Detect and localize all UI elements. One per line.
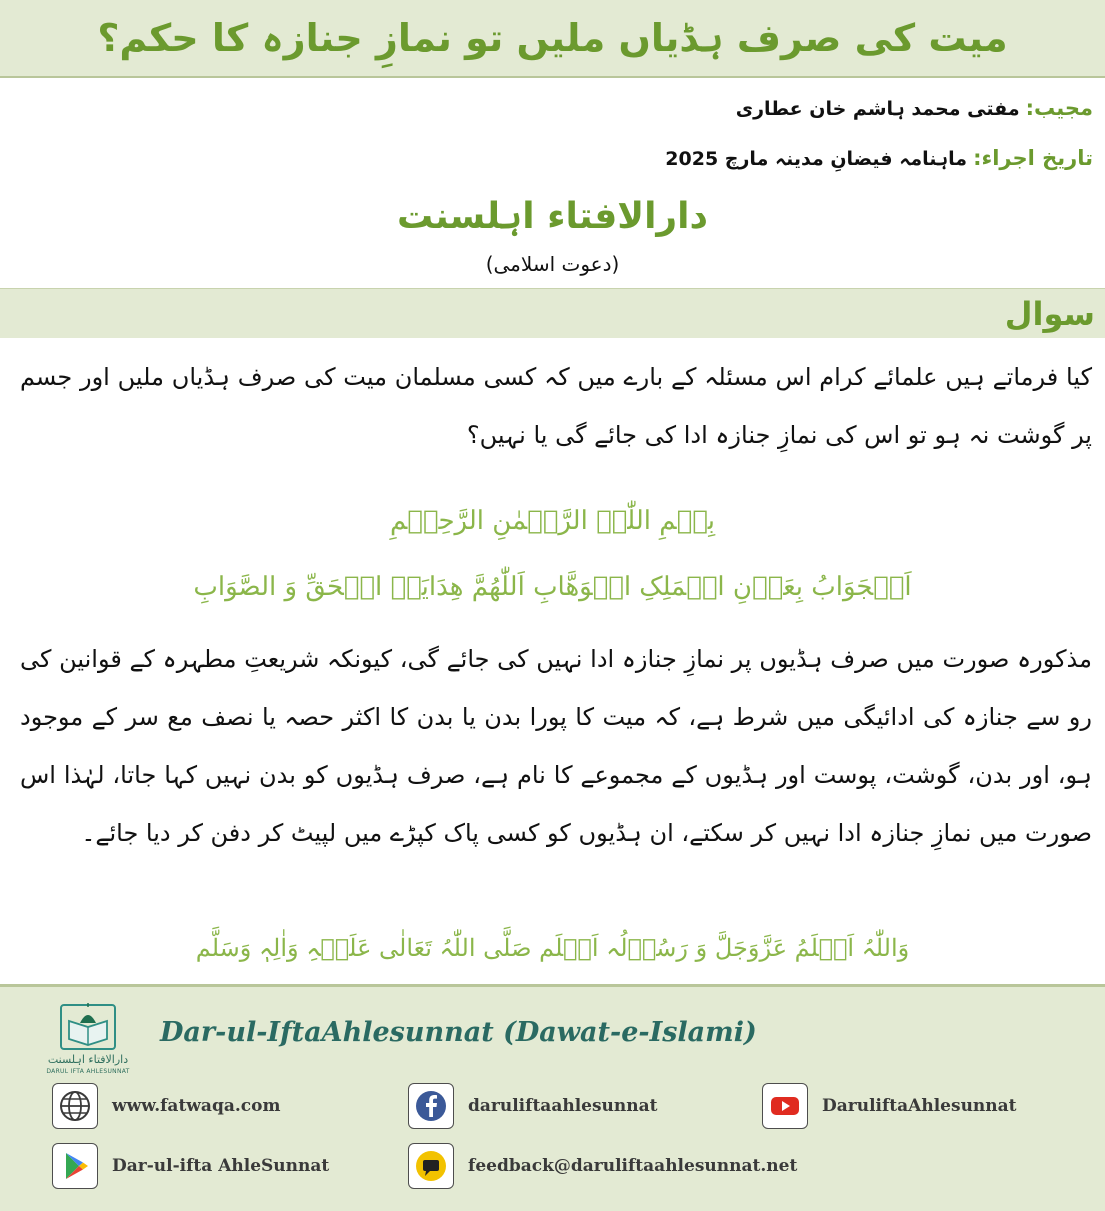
title-bar [0,0,1105,78]
feedback-label: feedback@daruliftaahlesunnat.net [468,1156,798,1176]
answer-text: مذکورہ صورت میں صرف ہڈیوں پر نمازِ جنازہ ادا نہیں کی جائے گی، کیونکہ شریعتِ مطہرہ کے قوانین کی رو سے جنازہ کی ادائیگی میں شرط ہے، کہ میت کا پورا بدن یا بدن کا اکثر حصہ یا نصف مع سر کے موجود ہو، اور بدن، گوشت، پوست اور ہڈیوں کے مجموعے کا نام ہے، صرف ہڈیوں کو بدن نہیں کہا جاتا، لہٰذا اس صورت میں نمازِ جنازہ ادا نہیں کر سکتے، ان ہڈیوں کو کسی پاک کپڑے میں لپیٹ کر دفن کر دیا جائے۔ [20,645,1092,847]
logo-text: دارالافتاء اہلسنت [47,1053,129,1066]
date-value: ماہنامہ فیضانِ مدینہ مارچ 2025 [665,148,968,170]
question-heading: سوال [1004,294,1095,333]
logo [38,1001,138,1087]
date-label: تاریخ اجراء: [973,146,1093,170]
closing-line: وَاللّٰہُ اَعۡلَمُ عَزَّوَجَلَّ وَ رَسُوۡلُہ اَعۡلَم صَلَّی اللّٰہُ تَعَالٰی عَلَیۡہِ وَاٰلِہٖ وَسَلَّم [195,934,910,962]
mujeeb-line [736,96,1093,120]
website-label: www.fatwaqa.com [112,1096,281,1116]
youtube-label: DaruliftaAhlesunnat [822,1096,1017,1116]
logo-caption: DARUL IFTA AHLESUNNAT [46,1068,130,1075]
org-name: دارالافتاء اہلسنت [397,196,708,237]
mujeeb-value: مفتی محمد ہاشم خان عطاری [735,98,1020,120]
answer-opening: اَلۡجَوَابُ بِعَوۡنِ الۡمَلِکِ الۡوَھَّابِ اَللّٰھُمَّ ھِدَایَۃَ الۡحَقِّ وَ الصَّوَابِ [193,572,912,602]
bismillah: بِسۡمِ اللّٰہِ الرَّحۡمٰنِ الرَّحِیۡمِ [389,506,716,536]
facebook-icon [408,1083,454,1129]
footer [0,984,1105,1211]
feedback-link[interactable] [408,1143,797,1189]
book-dome-logo-icon [57,1001,119,1053]
org-subtitle: (دعوت اسلامی) [485,252,620,276]
page-title: میت کی صرف ہڈیاں ملیں تو نمازِ جنازہ کا حکم؟ [97,16,1008,60]
globe-icon [52,1083,98,1129]
feedback-icon [408,1143,454,1189]
question-text: کیا فرماتے ہیں علمائے کرام اس مسئلہ کے بارے میں کہ کسی مسلمان میت کی صرف ہڈیاں ملیں اور جسم پر گوشت نہ ہو تو اس کی نمازِ جنازہ ادا کی جائے گی یا نہیں؟ [20,363,1092,449]
google-play-label: Dar-ul-ifta AhleSunnat [112,1156,330,1176]
google-play-icon [52,1143,98,1189]
youtube-link[interactable] [762,1083,1017,1129]
google-play-link[interactable] [52,1143,329,1189]
youtube-icon [762,1083,808,1129]
brand-name: Dar-ul-IftaAhlesunnat (Dawat-e-Islami) [160,1017,757,1048]
date-line [665,146,1093,170]
facebook-link[interactable] [408,1083,657,1129]
mujeeb-label: مجیب: [1025,96,1093,120]
question-heading-bar [0,288,1105,338]
facebook-label: daruliftaahlesunnat [468,1096,658,1116]
website-link[interactable] [52,1083,280,1129]
